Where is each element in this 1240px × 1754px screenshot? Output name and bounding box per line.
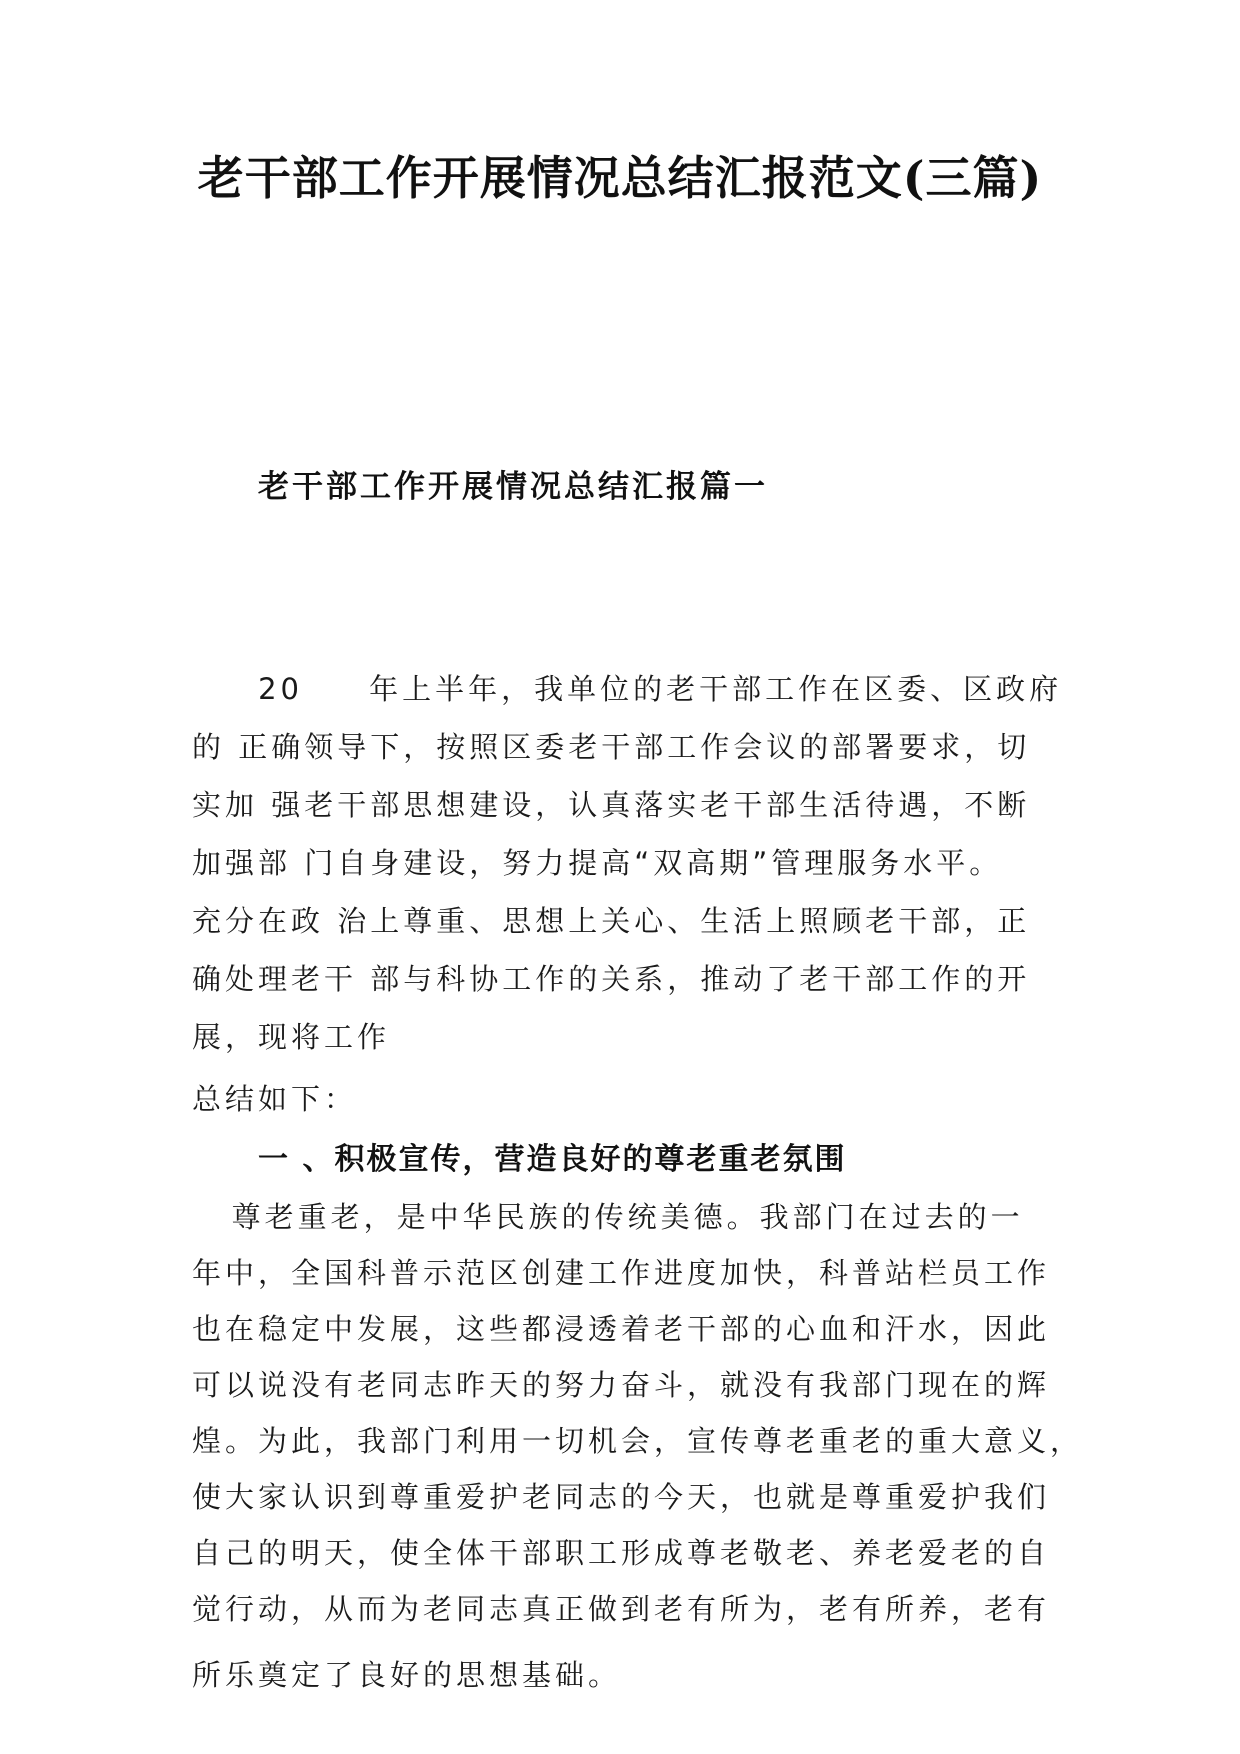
paragraph-1-line: 加强部 门自身建设，努力提高“双高期”管理服务水平。 <box>192 846 1003 880</box>
paragraph-1-line: 实加 强老干部思想建设，认真落实老干部生活待遇，不断 <box>192 788 1031 822</box>
section-title: 老干部工作开展情况总结汇报篇一 <box>258 469 768 505</box>
paragraph-1-line: 20 年上半年，我单位的老干部工作在区委、区政府 <box>192 672 1063 706</box>
paragraph-2-line: 煌。为此，我部门利用一切机会，宣传尊老重老的重大意义， <box>192 1424 1084 1458</box>
subheading-1: 一 、积极宣传，营造良好的尊老重老氛围 <box>258 1142 847 1177</box>
document-title: 老干部工作开展情况总结汇报范文(三篇) <box>197 151 1043 205</box>
paragraph-2-line: 尊老重老，是中华民族的传统美德。我部门在过去的一 <box>192 1200 1024 1234</box>
summary-line: 总结如下： <box>192 1082 358 1116</box>
paragraph-1 <box>192 660 1063 1066</box>
paragraph-1-line: 确处理老干 部与科协工作的关系，推动了老干部工作的开 <box>192 962 1031 996</box>
paragraph-2-line: 觉行动，从而为老同志真正做到老有所为，老有所养，老有 <box>192 1592 1051 1626</box>
paragraph-2-line: 年中，全国科普示范区创建工作进度加快，科普站栏员工作 <box>192 1256 1051 1290</box>
paragraph-1-line: 充分在政 治上尊重、思想上关心、生活上照顾老干部，正 <box>192 904 1031 938</box>
paragraph-1-line: 的 正确领导下，按照区委老干部工作会议的部署要求，切 <box>192 730 1031 764</box>
paragraph-1-line: 展，现将工作 <box>192 1020 391 1054</box>
paragraph-2-line: 自己的明天，使全体干部职工形成尊老敬老、养老爱老的自 <box>192 1536 1051 1570</box>
paragraph-2-line: 使大家认识到尊重爱护老同志的今天，也就是尊重爱护我们 <box>192 1480 1051 1514</box>
paragraph-2-line: 所乐奠定了良好的思想基础。 <box>192 1658 622 1692</box>
paragraph-2-line: 可以说没有老同志昨天的努力奋斗，就没有我部门现在的辉 <box>192 1368 1051 1402</box>
paragraph-2 <box>192 1188 1084 1702</box>
paragraph-2-line: 也在稳定中发展，这些都浸透着老干部的心血和汗水，因此 <box>192 1312 1051 1346</box>
